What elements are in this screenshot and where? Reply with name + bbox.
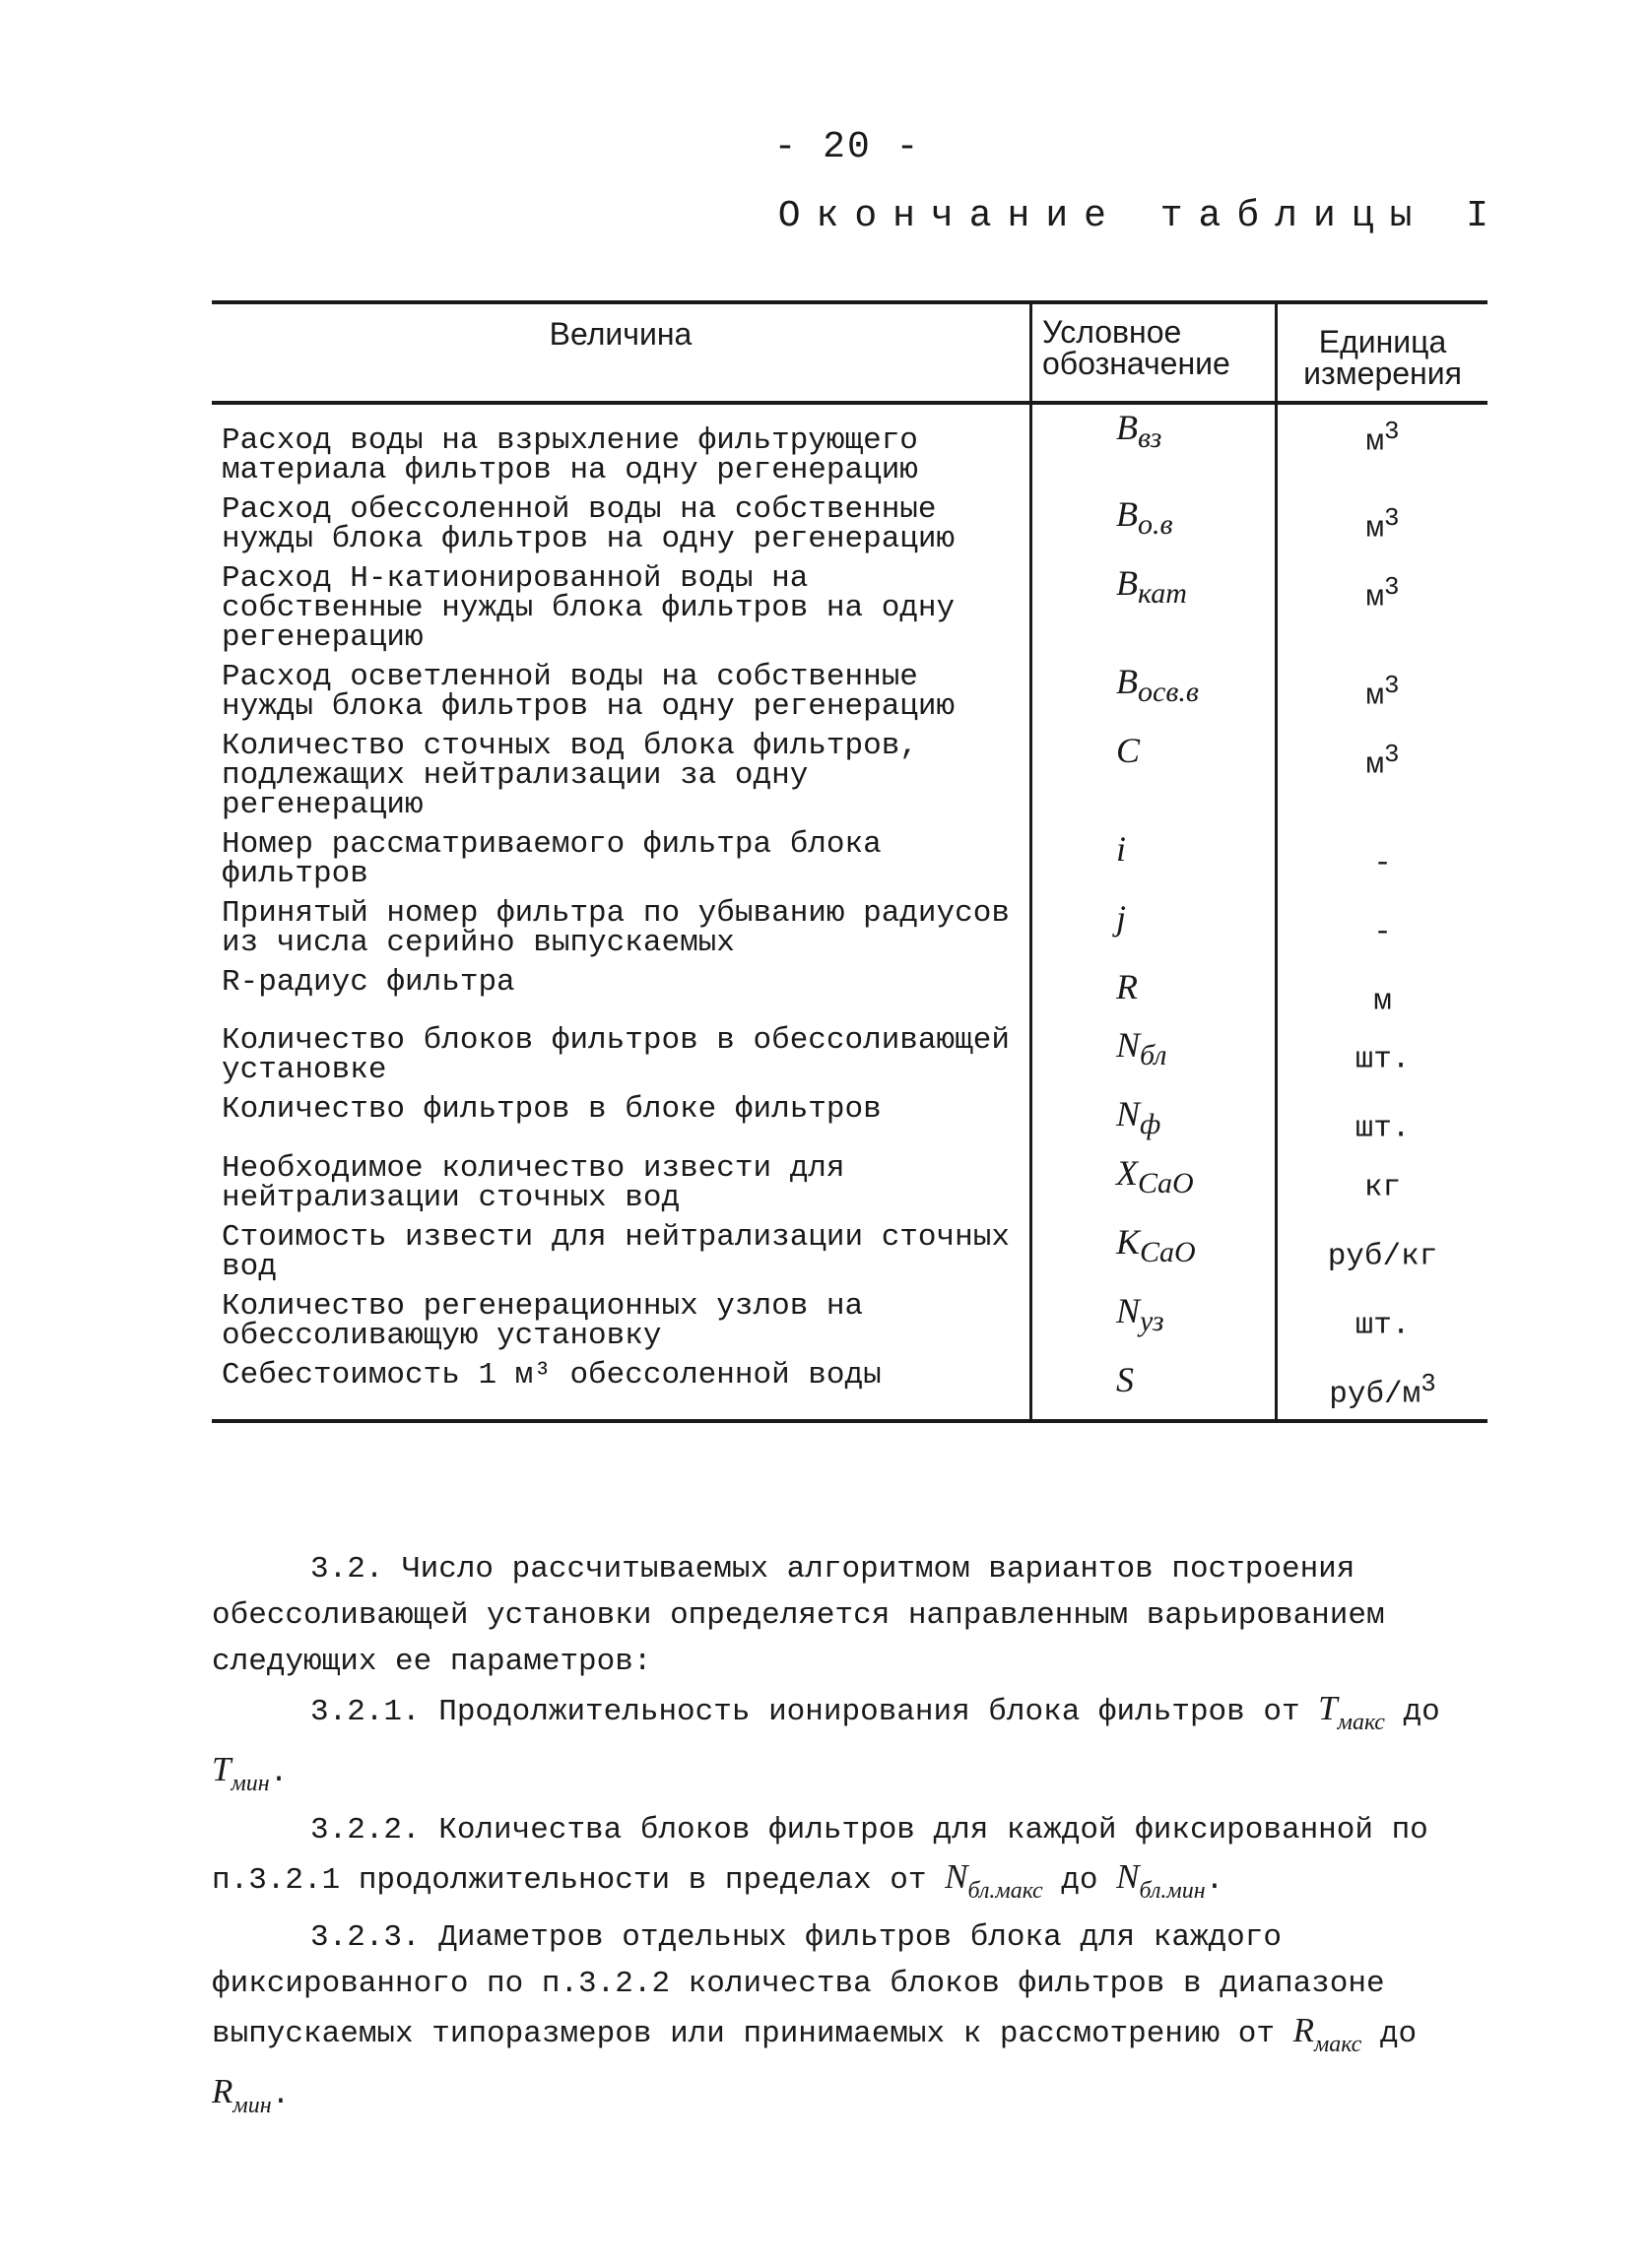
unit-superscript: 3 (1421, 1368, 1436, 1398)
symbol-cell (1029, 1219, 1278, 1288)
unit-cell (1278, 1219, 1487, 1288)
paragraph-3-2-1 (212, 1685, 1492, 1807)
parameters-table (212, 300, 1487, 1423)
symbol-t: T (1318, 1689, 1338, 1727)
symbol: B (1116, 494, 1138, 534)
symbol: B (1116, 408, 1138, 447)
symbol-cell (1029, 728, 1278, 826)
symbol-cell (1029, 405, 1278, 491)
unit-cell (1278, 964, 1487, 1022)
table-row (212, 560, 1487, 659)
table-row (212, 895, 1487, 964)
subscript: бл.мин (1139, 1878, 1206, 1904)
symbol: B (1116, 563, 1138, 603)
header-quantity: Величина (549, 316, 693, 352)
table-row (212, 491, 1487, 560)
quantity-cell: Номер рассматриваемого фильтра блока фильтров (222, 827, 882, 891)
unit-cell (1278, 405, 1487, 491)
table-row (212, 728, 1487, 826)
unit-cell (1278, 1150, 1487, 1219)
unit-superscript: 3 (1384, 740, 1400, 769)
symbol-subscript: осв.в (1138, 676, 1199, 709)
symbol-cell (1029, 1150, 1278, 1219)
unit-superscript: 3 (1384, 417, 1400, 446)
unit-superscript: 3 (1384, 503, 1400, 533)
symbol-subscript: о.в (1138, 508, 1173, 542)
quantity-cell: Расход осветленной воды на собственные нужды блока фильтров на одну регенерацию (222, 660, 956, 724)
symbol-cell (1029, 1091, 1278, 1149)
unit: кг (1363, 1169, 1402, 1204)
symbol-subscript: вз (1138, 421, 1162, 455)
quantity-cell: Количество блоков фильтров в обессоливающей установке (222, 1023, 1010, 1088)
subscript: макс (1337, 1710, 1385, 1735)
symbol: R (1116, 967, 1138, 1006)
paragraph-text: 3.2.2. Количества блоков фильтров для каждой фиксированной по п.3.2.1 продолжительности в пределах от (212, 1813, 1428, 1898)
symbol: N (1116, 1025, 1141, 1066)
subscript: мин (231, 1771, 270, 1796)
quantity-cell: R-радиус фильтра (222, 965, 515, 1000)
symbol-r: R (212, 2072, 233, 2110)
quantity-cell: Количество сточных вод блока фильтров, подлежащих нейтрализации за одну регенерацию (222, 729, 918, 822)
paragraph-text: до (1042, 1863, 1117, 1898)
symbol-cell (1029, 1357, 1278, 1419)
subscript: бл.макс (967, 1878, 1043, 1904)
symbol-subscript: ф (1140, 1108, 1161, 1141)
quantity-cell: Стоимость извести для нейтрализации сточных вод (222, 1219, 1010, 1284)
symbol-n: N (1116, 1857, 1140, 1896)
symbol-cell (1029, 491, 1278, 560)
unit: - (1373, 846, 1392, 881)
paragraph-3-2-2 (212, 1807, 1492, 1914)
table-row (212, 1150, 1487, 1219)
quantity-cell: Расход воды на взрыхление фильтрующего материала фильтров на одну регенерацию (222, 423, 918, 487)
paragraph-text: до (1384, 1695, 1440, 1729)
unit-cell (1278, 1288, 1487, 1357)
symbol-cell (1029, 964, 1278, 1022)
page-number: - 20 - (773, 126, 921, 168)
unit: м (1365, 580, 1385, 616)
symbol-cell (1029, 659, 1278, 728)
symbol-subscript: CaO (1140, 1235, 1196, 1268)
header-symbol: Условное обозначение (1029, 304, 1278, 401)
unit: шт. (1355, 1307, 1411, 1342)
quantity-cell: Количество регенерационных узлов на обессоливающую установку (222, 1288, 864, 1353)
table-row (212, 826, 1487, 895)
unit-cell (1278, 895, 1487, 964)
unit-cell (1278, 1357, 1487, 1419)
symbol-subscript: CaO (1138, 1166, 1194, 1199)
symbol: B (1116, 662, 1138, 701)
paragraph-text: . (269, 1756, 289, 1790)
unit-cell (1278, 826, 1487, 895)
symbol-cell (1029, 895, 1278, 964)
unit: м (1365, 679, 1385, 714)
symbol-subscript: кат (1138, 577, 1187, 611)
paragraph-text: . (1205, 1863, 1224, 1898)
symbol: N (1116, 1094, 1141, 1134)
quantity-cell: Принятый номер фильтра по убыванию радиусов из числа серийно выпускаемых (222, 896, 1010, 960)
body-text (212, 1546, 1492, 2129)
symbol: i (1116, 829, 1127, 869)
table-body (212, 405, 1487, 1419)
quantity-cell: Расход H-катионированной воды на собственные нужды блока фильтров на одну регенерацию (222, 561, 956, 655)
symbol-subscript: бл (1140, 1039, 1167, 1072)
unit-cell (1278, 1091, 1487, 1149)
unit: шт. (1355, 1111, 1411, 1146)
symbol-cell (1029, 1022, 1278, 1091)
unit-superscript: 3 (1384, 671, 1400, 700)
symbol: j (1116, 898, 1127, 938)
table-row (212, 964, 1487, 1022)
paragraph-text: 3.2.3. Диаметров отдельных фильтров блока для каждого фиксированного по п.3.2.2 количества блоков фильтров в диапазоне выпускаемых типоразмеров или принимаемых к рассмотрению от (212, 1920, 1385, 2051)
symbol-t: T (212, 1750, 231, 1788)
unit: м (1373, 984, 1392, 1019)
symbol-cell (1029, 826, 1278, 895)
table-header-row (212, 304, 1487, 405)
symbol: K (1116, 1221, 1141, 1262)
unit-cell (1278, 728, 1487, 826)
paragraph-3-2-3 (212, 1914, 1492, 2129)
table-row (212, 659, 1487, 728)
header-unit: Единица измерения (1303, 324, 1462, 391)
unit-cell (1278, 659, 1487, 728)
unit-superscript: 3 (1384, 572, 1400, 602)
quantity-cell: Себестоимость 1 м³ обессоленной воды (222, 1357, 882, 1393)
unit-cell (1278, 1022, 1487, 1091)
paragraph-text: 3.2.1. Продолжительность ионирования блока фильтров от (310, 1695, 1319, 1729)
symbol-subscript: уз (1140, 1304, 1164, 1337)
quantity-cell: Необходимое количество извести для нейтрализации сточных вод (222, 1150, 845, 1215)
symbol: X (1116, 1152, 1138, 1193)
paragraph-text: . (271, 2078, 291, 2112)
unit: м (1365, 424, 1385, 460)
table-row (212, 1219, 1487, 1288)
quantity-cell: Количество фильтров в блоке фильтров (222, 1092, 882, 1128)
table-row (212, 1091, 1487, 1149)
table-row (212, 1288, 1487, 1357)
table-caption: Окончание таблицы I (777, 195, 1504, 237)
symbol: C (1116, 731, 1141, 770)
unit-cell (1278, 560, 1487, 659)
symbol-r: R (1292, 2011, 1314, 2049)
table-row (212, 1357, 1487, 1419)
unit: руб/кг (1327, 1238, 1438, 1273)
unit: м (1365, 511, 1385, 547)
subscript: макс (1313, 2032, 1362, 2057)
paragraph-text: до (1361, 2017, 1418, 2051)
table-row (212, 405, 1487, 491)
symbol: N (1116, 1290, 1141, 1330)
table-row (212, 1022, 1487, 1091)
subscript: мин (232, 2093, 272, 2118)
symbol-n: N (945, 1857, 968, 1896)
unit: м (1365, 747, 1385, 783)
symbol-cell (1029, 1288, 1278, 1357)
unit-cell (1278, 491, 1487, 560)
symbol-cell (1029, 560, 1278, 659)
unit: - (1373, 915, 1392, 950)
symbol: S (1116, 1359, 1134, 1399)
unit: руб/м (1329, 1376, 1421, 1411)
unit: шт. (1355, 1042, 1411, 1077)
quantity-cell: Расход обессоленной воды на собственные нужды блока фильтров на одну регенерацию (222, 492, 956, 556)
paragraph-3-2: 3.2. Число рассчитываемых алгоритмом вариантов построения обессоливающей установки определяется направленным варьированием следующих ее параметров: (212, 1552, 1385, 1679)
